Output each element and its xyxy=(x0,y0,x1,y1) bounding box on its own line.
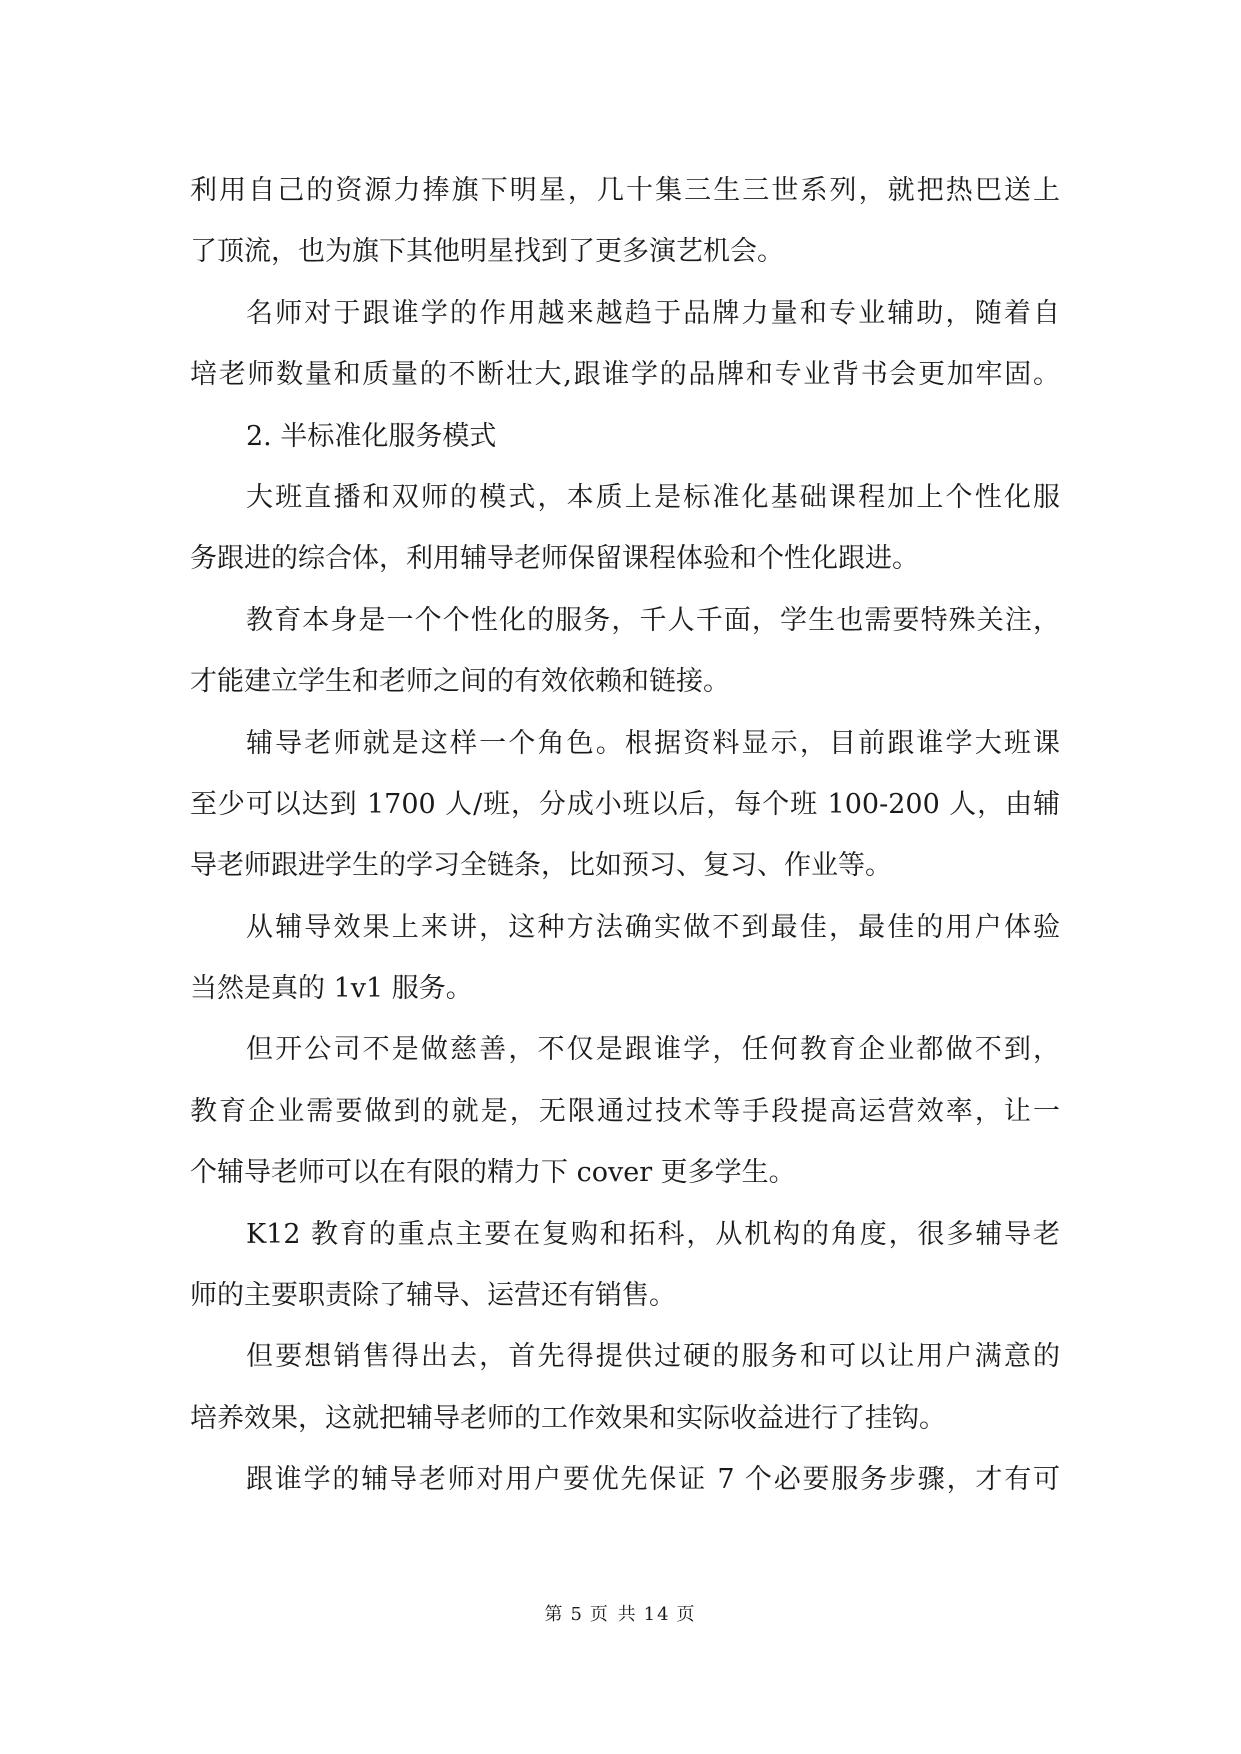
paragraph-line: 当然是真的 1v1 服务。 xyxy=(190,973,473,1005)
paragraph-line: 培老师数量和质量的不断壮大,跟谁学的品牌和专业背书会更加牢固。 xyxy=(190,359,1060,391)
footer-suffix: 页 xyxy=(676,1604,697,1625)
paragraph-line: 但要想销售得出去，首先得提供过硬的服务和可以让用户满意的 xyxy=(246,1341,1060,1373)
paragraph-line: 但开公司不是做慈善，不仅是跟谁学，任何教育企业都做不到， xyxy=(246,1034,1060,1066)
paragraph-line: 务跟进的综合体，利用辅导老师保留课程体验和个性化跟进。 xyxy=(190,543,919,575)
paragraph-line: 才能建立学生和老师之间的有效依赖和链接。 xyxy=(190,666,730,698)
paragraph-line: 辅导老师就是这样一个角色。根据资料显示，目前跟谁学大班课 xyxy=(246,727,1060,759)
total-pages-number: 14 xyxy=(643,1604,671,1625)
page-footer xyxy=(0,1600,1241,1626)
paragraph-line: 导老师跟进学生的学习全链条，比如预习、复习、作业等。 xyxy=(190,850,892,882)
paragraph-line: 培养效果，这就把辅导老师的工作效果和实际收益进行了挂钩。 xyxy=(190,1402,946,1434)
paragraph-line: 教育本身是一个个性化的服务，千人千面，学生也需要特殊关注， xyxy=(246,604,1060,636)
section-heading: 2. 半标准化服务模式 xyxy=(246,420,497,452)
footer-prefix: 第 xyxy=(544,1604,565,1625)
paragraph-line: 跟谁学的辅导老师对用户要优先保证 7 个必要服务步骤，才有可 xyxy=(246,1464,1060,1496)
body-text xyxy=(190,160,1060,1511)
paragraph-line: 个辅导老师可以在有限的精力下 cover 更多学生。 xyxy=(190,1157,796,1189)
paragraph-line: 了顶流，也为旗下其他明星找到了更多演艺机会。 xyxy=(190,236,784,268)
paragraph-line: K12 教育的重点主要在复购和拓科，从机构的角度，很多辅导老 xyxy=(246,1218,1060,1250)
paragraph-line: 名师对于跟谁学的作用越来越趋于品牌力量和专业辅助，随着自 xyxy=(246,297,1060,329)
footer-middle: 页 共 xyxy=(589,1604,638,1625)
paragraph-line: 从辅导效果上来讲，这种方法确实做不到最佳，最佳的用户体验 xyxy=(246,911,1060,943)
paragraph-line: 师的主要职责除了辅导、运营还有销售。 xyxy=(190,1280,676,1312)
paragraph-line: 教育企业需要做到的就是，无限通过技术等手段提高运营效率，让一 xyxy=(190,1095,1060,1127)
paragraph-line: 利用自己的资源力捧旗下明星，几十集三生三世系列，就把热巴送上 xyxy=(190,175,1060,206)
current-page-number: 5 xyxy=(570,1604,584,1625)
paragraph-line: 大班直播和双师的模式，本质上是标准化基础课程加上个性化服 xyxy=(246,481,1060,513)
paragraph-line: 至少可以达到 1700 人/班，分成小班以后，每个班 100-200 人，由辅 xyxy=(190,788,1060,820)
